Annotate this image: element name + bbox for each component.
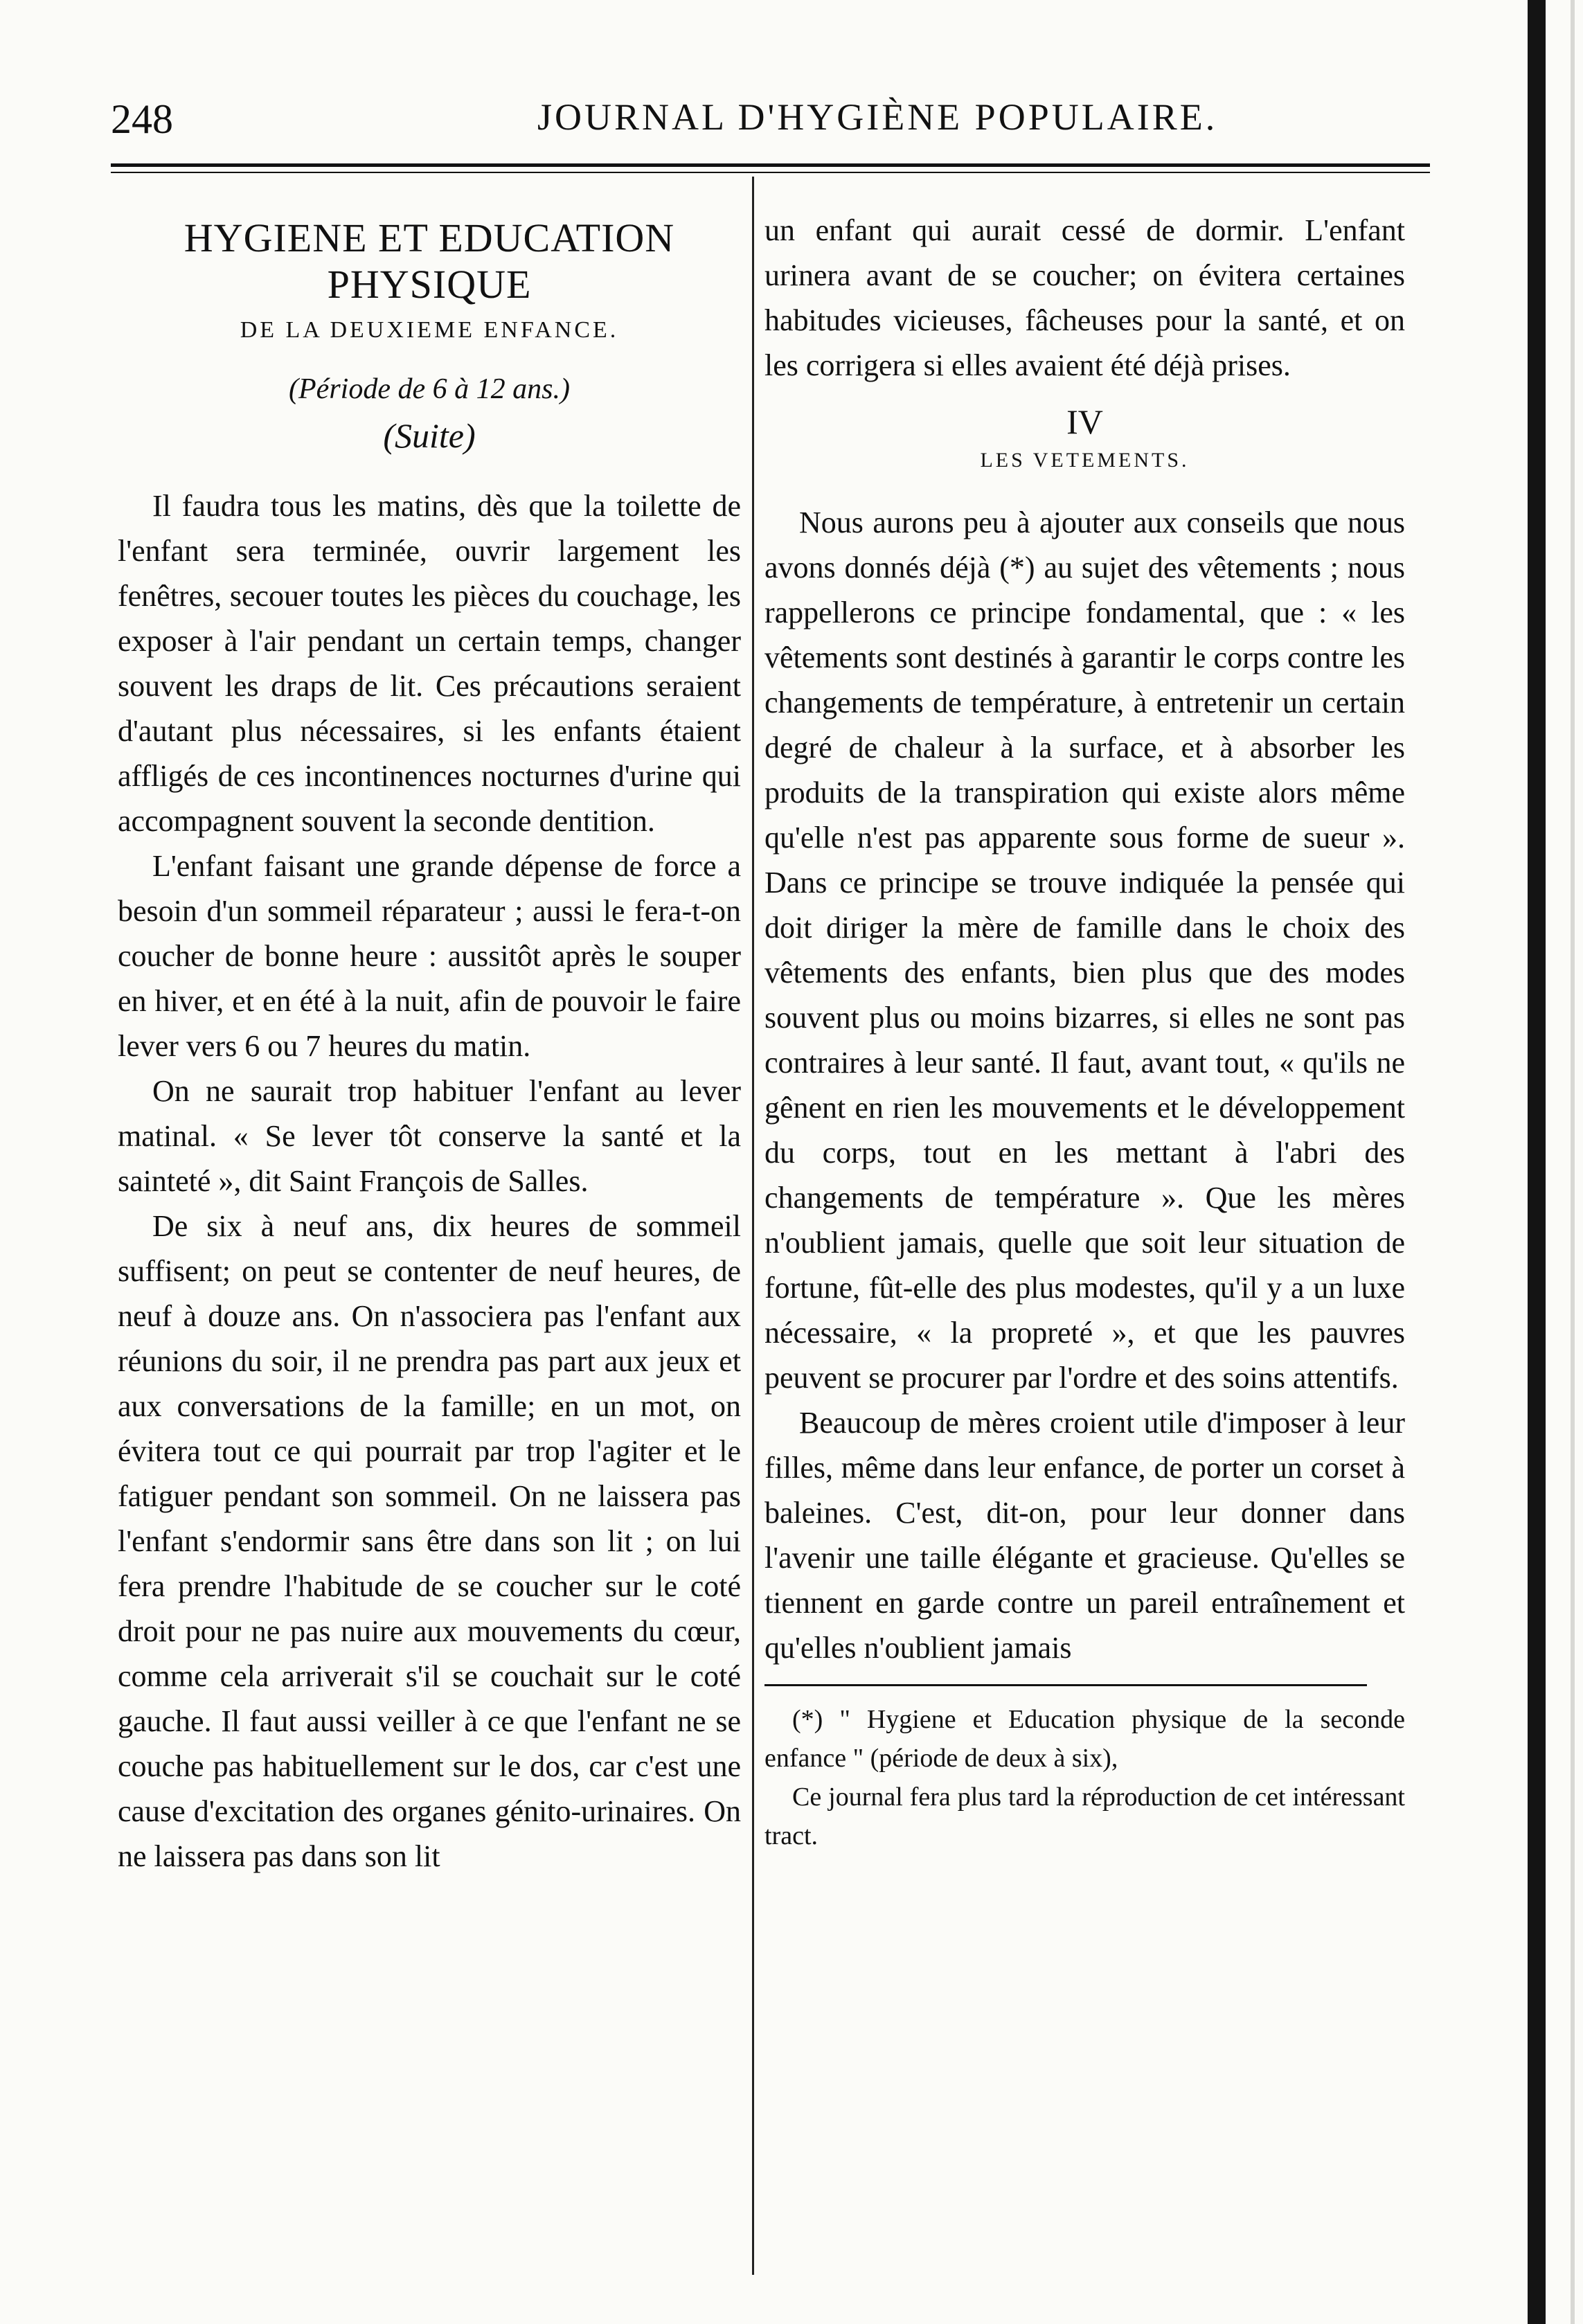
paragraph: Beaucoup de mères croient utile d'imposer à leur filles, même dans leur enfance, de porter un corset à baleines. C'est, dit-on, pour leur donner dans l'avenir une taille élégante et gracieuse. Qu'elles se tiennent en garde contre un pareil entraînement et qu'elles n'oublient jamais: [764, 1406, 1405, 1665]
paragraph: On ne saurait trop habituer l'enfant au lever matinal. « Se lever tôt conserve la santé et la sainteté », dit Saint François de Salles.: [118, 1074, 741, 1198]
article-subtitle: DE LA DEUXIEME ENFANCE.: [240, 317, 619, 343]
section-number: IV: [1066, 402, 1103, 441]
footnote-rule: [764, 1684, 1367, 1686]
paragraph-continuation: un enfant qui aurait cessé de dormir. L'enfant urinera avant de se coucher; on évitera certaines habitudes vicieuses, fâcheuses pour la santé, et on les corrigera si elles avaient été déjà prises.: [764, 213, 1405, 382]
column-divider: [752, 177, 754, 2275]
scan-edge-bar: [1528, 0, 1546, 2324]
article-title: HYGIENE ET EDUCATION PHYSIQUE: [184, 215, 675, 307]
left-column: [118, 173, 741, 1879]
paragraph: L'enfant faisant une grande dépense de force a besoin d'un sommeil réparateur ; aussi le fera-t-on coucher de bonne heure : aussitôt après le souper en hiver, et en été à la nuit, afin de pouvoir le faire lever vers 6 ou 7 heures du matin.: [118, 849, 741, 1063]
header-rule-thick: [111, 163, 1430, 167]
running-head: [111, 96, 1288, 151]
section-title: LES VETEMENTS.: [980, 449, 1190, 472]
footnote: Ce journal fera plus tard la réproduction de cet intéressant tract.: [764, 1782, 1405, 1850]
paragraph: Il faudra tous les matins, dès que la toilette de l'enfant sera terminée, ouvrir largement les fenêtres, secouer toutes les pièces du couchage, les exposer à l'air pendant un certain temps, changer souvent les draps de lit. Ces précautions seraient d'autant plus nécessaires, si les enfants étaient affligés de ces incontinences nocturnes d'urine qui accompagnent souvent la seconde dentition.: [118, 489, 741, 838]
footnote: (*) " Hygiene et Education physique de la seconde enfance " (période de deux à six),: [764, 1705, 1405, 1773]
right-column: [764, 173, 1405, 1855]
journal-title: JOURNAL D'HYGIÈNE POPULAIRE.: [537, 96, 1218, 138]
paragraph: Nous aurons peu à ajouter aux conseils que nous avons donnés déjà (*) au sujet des vêtements ; nous rappellerons ce principe fondamental, que : « les vêtements sont destinés à garantir le corps contre les changements de température, à entretenir un certain degré de chaleur à la surface, et à absorber les produits de la transpiration qui existe alors même qu'elle n'est pas apparente sous forme de sueur ». Dans ce principe se trouve indiquée la pensée qui doit diriger la mère de famille dans le choix des vêtements des enfants, bien plus que des modes souvent plus ou moins bizarres, si elles ne sont pas contraires à leur santé. Il faut, avant tout, « qu'ils ne gênent en rien les mouvements et le développement du corps, tout en les mettant à l'abri des changements de température ». Que les mères n'oublient jamais, quelle que soit leur situation de fortune, fût-elle des plus modestes, qu'il y a un luxe nécessaire, « la propreté », et que les pauvres peuvent se procurer par l'ordre et des soins attentifs.: [764, 506, 1405, 1395]
scan-edge-line: [1571, 0, 1575, 2324]
page-number: 248: [111, 96, 173, 142]
article-suite: (Suite): [383, 416, 476, 455]
paragraph: De six à neuf ans, dix heures de sommeil suffisent; on peut se contenter de neuf heures, de neuf à douze ans. On n'associera pas l'enfant aux réunions du soir, il ne prendra pas part aux jeux et aux conversations de la famille; en un mot, on évitera tout ce qui pourrait par trop l'agiter et le fatiguer pendant son sommeil. On ne laissera pas l'enfant s'endormir sans être dans son lit ; on lui fera prendre l'habitude de se coucher sur le coté droit pour ne pas nuire aux mouvements du cœur, comme cela arriverait s'il se couchait sur le coté gauche. Il faut aussi veiller à ce que l'enfant ne se couche pas habituellement sur le dos, car c'est une cause d'excitation des organes génito-urinaires. On ne laissera pas dans son lit: [118, 1209, 741, 1873]
article-period: (Période de 6 à 12 ans.): [289, 373, 570, 405]
